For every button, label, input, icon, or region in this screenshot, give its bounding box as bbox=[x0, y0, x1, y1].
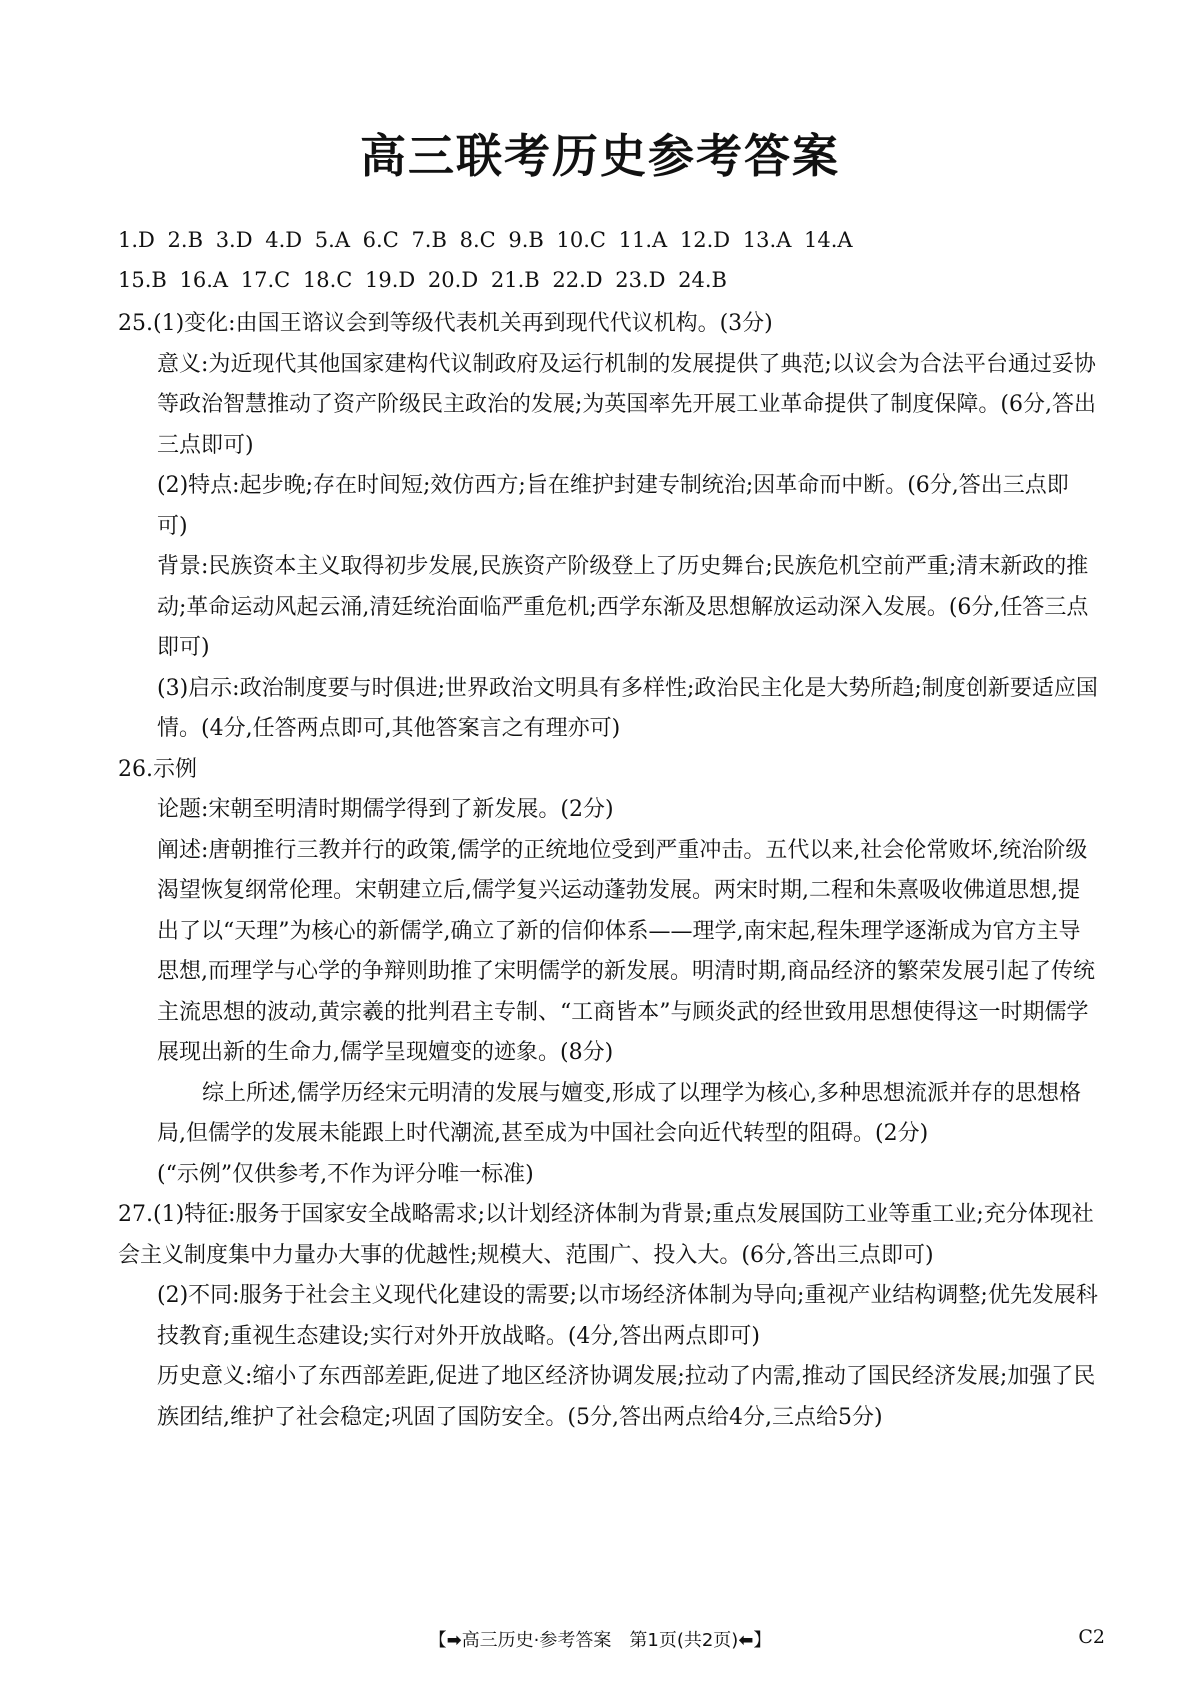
q26-note: (“示例”仅供参考,不作为评分唯一标准) bbox=[157, 1161, 534, 1187]
q26-elaboration: 阐述:唐朝推行三教并行的政策,儒学的正统地位受到严重冲击。五代以来,社会伦常败坏,统治阶级渴望恢复纲常伦理。宋朝建立后,儒学复兴运动蓬勃发展。两宋时期,二程和朱熹吸收佛道思想,提出了以“天理”为核心的新儒学,确立了新的信仰体系——理学,南宋起,程朱理学逐渐成为官方主导思想,而理学与心学的争辩则助推了宋明儒学的新发展。明清时期,商品经济的繁荣发展引起了传统主流思想的波动,黄宗羲的批判君主专制、“工商皆本”与顾炎武的经世致用思想使得这一时期儒学展现出新的生命力,儒学呈现嬗变的迹象。(8分) bbox=[157, 837, 1095, 1065]
q25-part3-inspiration: (3)启示:政治制度要与时俱进;世界政治文明具有多样性;政治民主化是大势所趋;制度创新要适应国情。(4分,任答两点即可,其他答案言之有理亦可) bbox=[157, 675, 1098, 741]
q27-part2-differences: (2)不同:服务于社会主义现代化建设的需要;以市场经济体制为导向;重视产业结构调整;优先发展科技教育;重视生态建设;实行对外开放战略。(4分,答出两点即可) bbox=[157, 1283, 1098, 1349]
q27-part1: 27.(1)特征:服务于国家安全战略需求;以计划经济体制为背景;重点发展国防工业等重工业;充分体现社会主义制度集中力量办大事的优越性;规模大、范围广、投入大。(6分,答出三点即可) bbox=[118, 1202, 1094, 1268]
footer-text: 高三历史·参考答案 第1页(共2页) bbox=[461, 1630, 739, 1651]
q25-background: 背景:民族资本主义取得初步发展,民族资产阶级登上了历史舞台;民族危机空前严重;清末新政的推动;革命运动风起云涌,清廷统治面临严重危机;西学东渐及思想解放运动深入发展。(6分,任答三点即可) bbox=[157, 554, 1089, 660]
q26-conclusion: 综上所述,儒学历经宋元明清的发展与嬗变,形成了以理学为核心,多种思想流派并存的思想格局,但儒学的发展未能跟上时代潮流,甚至成为中国社会向近代转型的阻碍。(2分) bbox=[157, 1080, 1081, 1146]
q25-part2-features: (2)特点:起步晚;存在时间短;效仿西方;旨在维护封建专制统治;因革命而中断。(6分,答出三点即可) bbox=[157, 473, 1069, 539]
page-footer bbox=[0, 1626, 1200, 1652]
left-arrow-icon: ⬅ bbox=[738, 1630, 754, 1651]
right-arrow-icon: ➡ bbox=[446, 1630, 462, 1651]
multiple-choice-answers-line-1: 1.D 2.B 3.D 4.D 5.A 6.C 7.B 8.C 9.B 10.C 11.A 12.D 13.A 14.A bbox=[118, 228, 853, 252]
q25-significance: 意义:为近现代其他国家建构代议制政府及运行机制的发展提供了典范;以议会为合法平台通过妥协等政治智慧推动了资产阶级民主政治的发展;为英国率先开展工业革命提供了制度保障。(6分,答出三点即可) bbox=[157, 351, 1096, 458]
footer-left-bracket: 【 bbox=[428, 1630, 447, 1651]
q25-part1: 25.(1)变化:由国王谘议会到等级代表机关再到现代代议机构。(3分) bbox=[118, 311, 773, 336]
q27-historical-significance: 历史意义:缩小了东西部差距,促进了地区经济协调发展;拉动了内需,推动了国民经济发展;加强了民族团结,维护了社会稳定;巩固了国防安全。(5分,答出两点给4分,三点给5分) bbox=[157, 1364, 1096, 1430]
paper-code: C2 bbox=[1078, 1626, 1105, 1648]
multiple-choice-answers-line-2: 15.B 16.A 17.C 18.C 19.D 20.D 21.B 22.D 23.D 24.B bbox=[118, 268, 727, 292]
footer-right-bracket: 】 bbox=[753, 1630, 772, 1651]
q26-thesis: 论题:宋朝至明清时期儒学得到了新发展。(2分) bbox=[157, 797, 614, 822]
page-title: 高三联考历史参考答案 bbox=[360, 129, 840, 183]
q26-heading: 26.示例 bbox=[118, 756, 197, 782]
answer-body bbox=[118, 304, 1098, 1438]
